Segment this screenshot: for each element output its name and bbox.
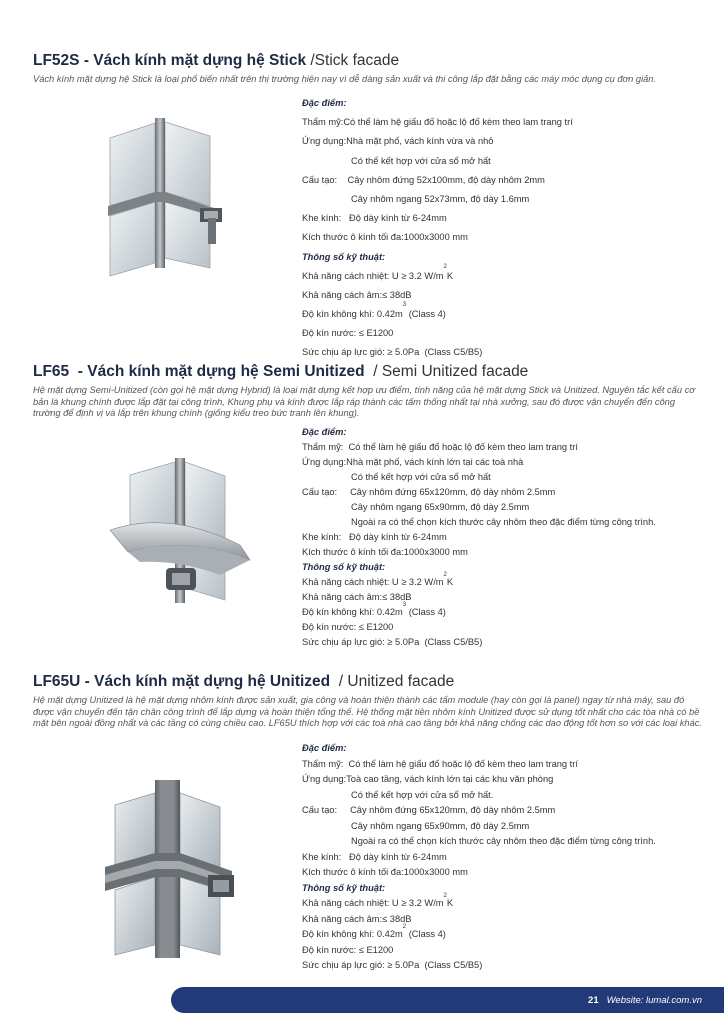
spec-row: Độ kín không khí: 0.42m 3 (Class 4): [302, 602, 446, 617]
feature-row: Cây nhôm ngang 65x90mm, độ dày 2.5mm: [351, 820, 530, 831]
feature-row: Thẩm mỹ: Có thể làm hệ giấu đố hoặc lộ đố kèm theo lam trang trí: [302, 117, 573, 128]
feature-row: Có thể kết hợp với cửa sổ mở hất: [351, 155, 491, 166]
features-heading: Đặc điểm:: [302, 98, 347, 108]
feature-row: Ngoài ra có thể chọn kích thước cây nhôm theo đặc điểm từng công trình.: [351, 836, 656, 846]
page-number: 21: [588, 994, 599, 1006]
feature-row: Ứng dụng: Nhà mặt phố, vách kính vừa và nhỏ: [302, 136, 494, 147]
feature-row: Kích thước ô kính tối đa: 1000x3000 mm: [302, 232, 468, 243]
spec-row: Độ kín không khí: 0.42m 3 (Class 4): [302, 302, 446, 320]
features-heading: Đặc điểm:: [302, 743, 347, 753]
specs-lf52s: [302, 94, 702, 363]
feature-row: Ứng dụng: Nhà mặt phố, vách kính lớn tại các toà nhà: [302, 457, 524, 467]
spec-row: Độ kín không khí: 0.42m 2 (Class 4): [302, 924, 446, 939]
feature-row: Khe kính: Độ dày kính từ 6-24mm: [302, 532, 447, 542]
specs-heading: Thông số kỹ thuật:: [302, 882, 386, 893]
product-title-en: / Unitized facade: [334, 673, 455, 690]
section-lf65u: [33, 673, 703, 730]
stick-facade-illustration: [100, 118, 235, 278]
spec-row: Sức chịu áp lực gió: ≥ 5.0Pa (Class C5/B5): [302, 637, 483, 647]
spec-row: Khả năng cách nhiệt: U ≥ 3.2 W/m 2 K: [302, 893, 454, 908]
spec-row: Độ kín nước: ≤ E1200: [302, 944, 394, 955]
spec-row: Khả năng cách nhiệt: U ≥ 3.2 W/m 2 K: [302, 572, 454, 587]
spec-row: Khả năng cách nhiệt: U ≥ 3.2 W/m 2 K: [302, 263, 454, 281]
feature-row: Cây nhôm ngang 52x73mm, độ dày 1.6mm: [351, 193, 530, 204]
feature-row: Ngoài ra có thể chọn kích thước cây nhôm theo đặc điểm từng công trình.: [351, 517, 656, 527]
feature-row: Thẩm mỹ: Có thể làm hệ giấu đố hoặc lộ đố kèm theo lam trang trí: [302, 442, 578, 452]
spec-row: Độ kín nước: ≤ E1200: [302, 622, 394, 632]
feature-row: Có thể kết hợp với cửa sổ mở hất.: [351, 789, 494, 800]
feature-row: Thẩm mỹ: Có thể làm hệ giấu đố hoặc lộ đố kèm theo lam trang trí: [302, 758, 578, 769]
section-lf65: [33, 363, 703, 420]
website-link[interactable]: Website: lumal.com.vn: [606, 994, 702, 1006]
specs-heading: Thông số kỹ thuật:: [302, 251, 386, 262]
section-description: Vách kính mặt dựng hệ Stick là loại phổ biến nhất trên thị trường hiện nay vì dễ dàng sản xuất và thi công lắp đặt bằng các máy móc dụng cụ đơn giản.: [33, 74, 657, 84]
feature-row: Cấu tạo: Cây nhôm đứng 65x120mm, độ dày nhôm 2.5mm: [302, 487, 556, 497]
section-title: [33, 673, 703, 691]
feature-row: Cấu tạo: Cây nhôm đứng 65x120mm, độ dày nhôm 2.5mm: [302, 805, 556, 815]
feature-row: Kích thước ô kính tối đa: 1000x3000 mm: [302, 867, 468, 877]
footer-bar: [171, 987, 724, 1013]
product-code-title: LF65 - Vách kính mặt dựng hệ Semi Unitized: [33, 363, 365, 380]
section-title: [33, 363, 703, 381]
spec-row: Sức chịu áp lực gió: ≥ 5.0Pa (Class C5/B5): [302, 960, 483, 970]
feature-row: Khe kính: Độ dày kính từ 6-24mm: [302, 213, 447, 224]
spec-row: Độ kín nước: ≤ E1200: [302, 328, 394, 339]
feature-row: Kích thước ô kính tối đa: 1000x3000 mm: [302, 547, 468, 557]
semi-unitized-facade-illustration: [100, 450, 265, 610]
section-description: Hệ mặt dựng Unitized là hệ mặt dựng nhôm kính được sản xuất, gia công và hoàn thiện thành các tấm module (hay còn gọi là panel) ngay từ nhà máy, sau đó được vận chuyển đến tận chân công trình để lắp dựng và hoàn thiện tổng thể. Hệ thống mặt tiền nhôm kính Unitized được sử dụng tốt nhất cho các tòa nhà có bề mặt bên ngoài đồng nhất và các tầng có cùng chiều cao. LF65U thích hợp với các toà nhà cao tầng bởi khả năng chống các dao động tốt hơn so với các loại khác.: [33, 695, 702, 729]
feature-row: Cây nhôm ngang 65x90mm, độ dày 2.5mm: [351, 502, 530, 512]
unitized-facade-illustration: [100, 775, 240, 960]
features-heading: Đặc điểm:: [302, 427, 347, 437]
product-code-title: LF52S - Vách kính mặt dựng hệ Stick: [33, 52, 307, 69]
section-title: [33, 52, 703, 70]
feature-row: Có thể kết hợp với cửa sổ mở hất: [351, 472, 491, 482]
feature-row: Ứng dụng: Toà cao tầng, vách kính lớn tại các khu văn phòng: [302, 774, 554, 784]
spec-row: Khả năng cách âm:≤ 38dB: [302, 592, 412, 602]
feature-row: Khe kính: Độ dày kính từ 6-24mm: [302, 851, 447, 862]
spec-row: Khả năng cách âm:≤ 38dB: [302, 913, 412, 924]
section-description: Hệ mặt dựng Semi-Unitized (còn gọi hệ mặt dựng Hybrid) là loại mặt dựng kết hợp ưu điểm, tính năng của hệ mặt dựng Stick và Unitized. Nguyên tắc kết cấu cơ bản là khung chính được lắp đặt tại công trình, Khung phụ và kính được lắp ráp thành các tấm thống nhất tại nhà xưởng, sau đó được vận chuyển đến công trường để định vị và lắp trên khung chính (giống kiểu treo bức tranh lên khung).: [33, 385, 695, 419]
spec-row: Khả năng cách âm:≤ 38dB: [302, 289, 412, 300]
specs-lf65: [302, 425, 702, 650]
product-title-en: / Semi Unitized facade: [368, 363, 529, 380]
section-lf52s: [33, 52, 703, 86]
specs-heading: Thông số kỹ thuật:: [302, 562, 386, 572]
product-code-title: LF65U - Vách kính mặt dựng hệ Unitized: [33, 673, 331, 690]
product-title-en: /Stick facade: [310, 52, 400, 69]
specs-lf65u: [302, 741, 702, 974]
feature-row: Cấu tạo: Cây nhôm đứng 52x100mm, độ dày nhôm 2mm: [302, 174, 545, 185]
spec-row: Sức chịu áp lực gió: ≥ 5.0Pa (Class C5/B5): [302, 347, 483, 358]
